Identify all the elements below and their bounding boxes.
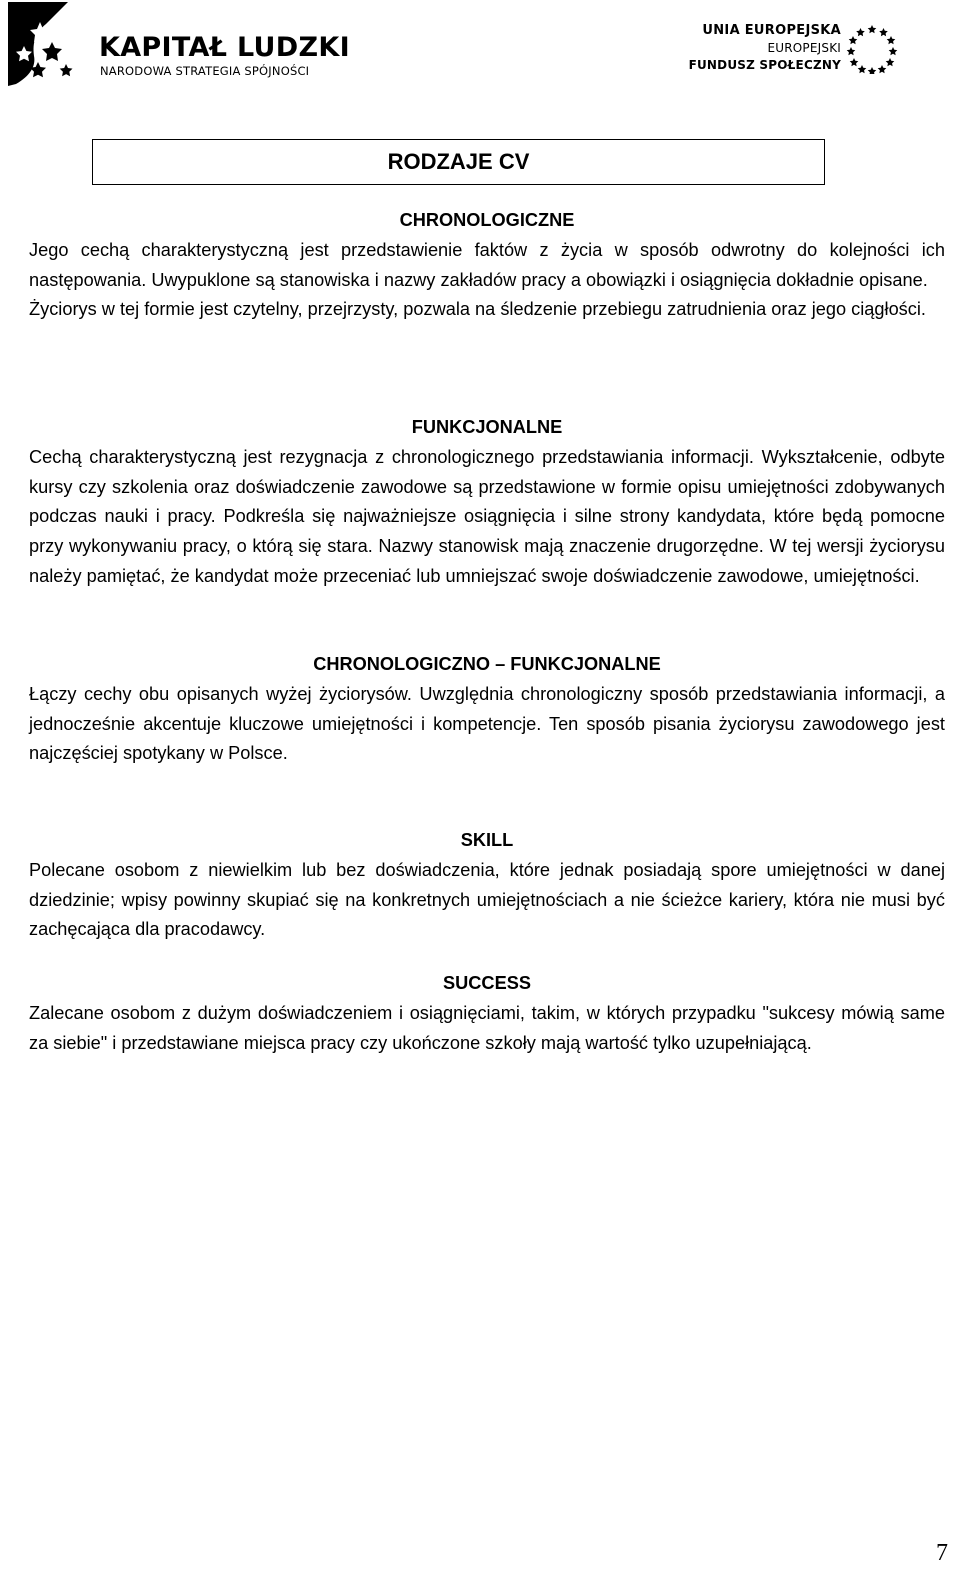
section-heading: SKILL xyxy=(460,830,514,850)
section-funkcjonalne xyxy=(29,413,945,592)
kapital-ludzki-subtitle: NARODOWA STRATEGIA SPÓJNOŚCI xyxy=(100,64,310,78)
section-paragraph: Cechą charakterystyczną jest rezygnacja z chronologicznego przedstawiania informacji. Wykształcenie, odbyte kursy czy szkolenia oraz doświadczenie zawodowe są przedstawione w formie opisu umiejętności zdobywanych podczas nauki i pracy. Podkreśla się najważniejsze osiągnięcia i silne strony kandydata, które będą pomocne przy wykonywaniu pracy, o którą się stara. Nazwy stanowisk mają znaczenie drugorzędne. W tej wersji życiorysu należy pamiętać, że kandydat może przeceniać lub umniejszać swoje doświadczenie zawodowe, umiejętności. xyxy=(29,446,945,586)
section-heading: FUNKCJONALNE xyxy=(411,417,563,437)
eu-logo-text xyxy=(689,22,841,74)
page-number: 7 xyxy=(936,1540,948,1566)
section-paragraph: Łączy cechy obu opisanych wyżej życiorysów. Uwzględnia chronologiczny sposób przedstawiania informacji, a jednocześnie akcentuje kluczowe umiejętności i kompetencje. Ten sposób pisania życiorysu zawodowego jest najczęściej spotykany w Polsce. xyxy=(29,683,945,764)
kapital-ludzki-logo xyxy=(6,2,350,86)
stars-figure-logo-icon xyxy=(6,2,92,86)
eu-stars-circle-icon xyxy=(846,22,898,74)
section-success xyxy=(29,969,945,1058)
eu-line-1: UNIA EUROPEJSKA xyxy=(702,23,841,38)
page-header xyxy=(0,0,960,90)
section-heading: SUCCESS xyxy=(443,973,531,993)
document-title: RODZAJE CV xyxy=(387,149,530,174)
section-chronologiczno-funkcjonalne xyxy=(29,650,945,769)
section-paragraph: Polecane osobom z niewielkim lub bez doświadczenia, które jednak posiadają spore umiejętności w danej dziedzinie; wpisy powinny skupiać się na konkretnych umiejętnościach a nie ścieżce kariery, która nie musi być zachęcająca dla pracodawcy. xyxy=(29,859,945,940)
section-chronologiczne xyxy=(29,206,945,325)
eu-line-3: FUNDUSZ SPOŁECZNY xyxy=(688,58,841,72)
section-paragraph: Jego cechą charakterystyczną jest przedstawienie faktów z życia w sposób odwrotny do kolejności ich następowania. Uwypuklone są stanowiska i nazwy zakładów pracy a obowiązki i osiągnięcia dokładnie opisane. xyxy=(29,239,945,290)
eu-logo xyxy=(676,22,916,82)
kapital-ludzki-title: KAPITAŁ LUDZKI xyxy=(99,32,350,63)
section-paragraph: Zalecane osobom z dużym doświadczeniem i osiągnięciami, takim, w których przypadku "sukcesy mówią same za siebie" i przedstawiane miejsca pracy czy ukończone szkoły mają wartość tylko uzupełniającą. xyxy=(29,1002,945,1053)
section-paragraph: Życiorys w tej formie jest czytelny, przejrzysty, pozwala na śledzenie przebiegu zatrudnienia oraz jego ciągłości. xyxy=(29,299,926,320)
section-heading: CHRONOLOGICZNE xyxy=(399,210,575,230)
section-heading: CHRONOLOGICZNO – FUNKCJONALNE xyxy=(313,654,661,674)
section-skill xyxy=(29,826,945,945)
eu-line-2: EUROPEJSKI xyxy=(767,41,841,55)
document-title-box xyxy=(92,139,825,185)
